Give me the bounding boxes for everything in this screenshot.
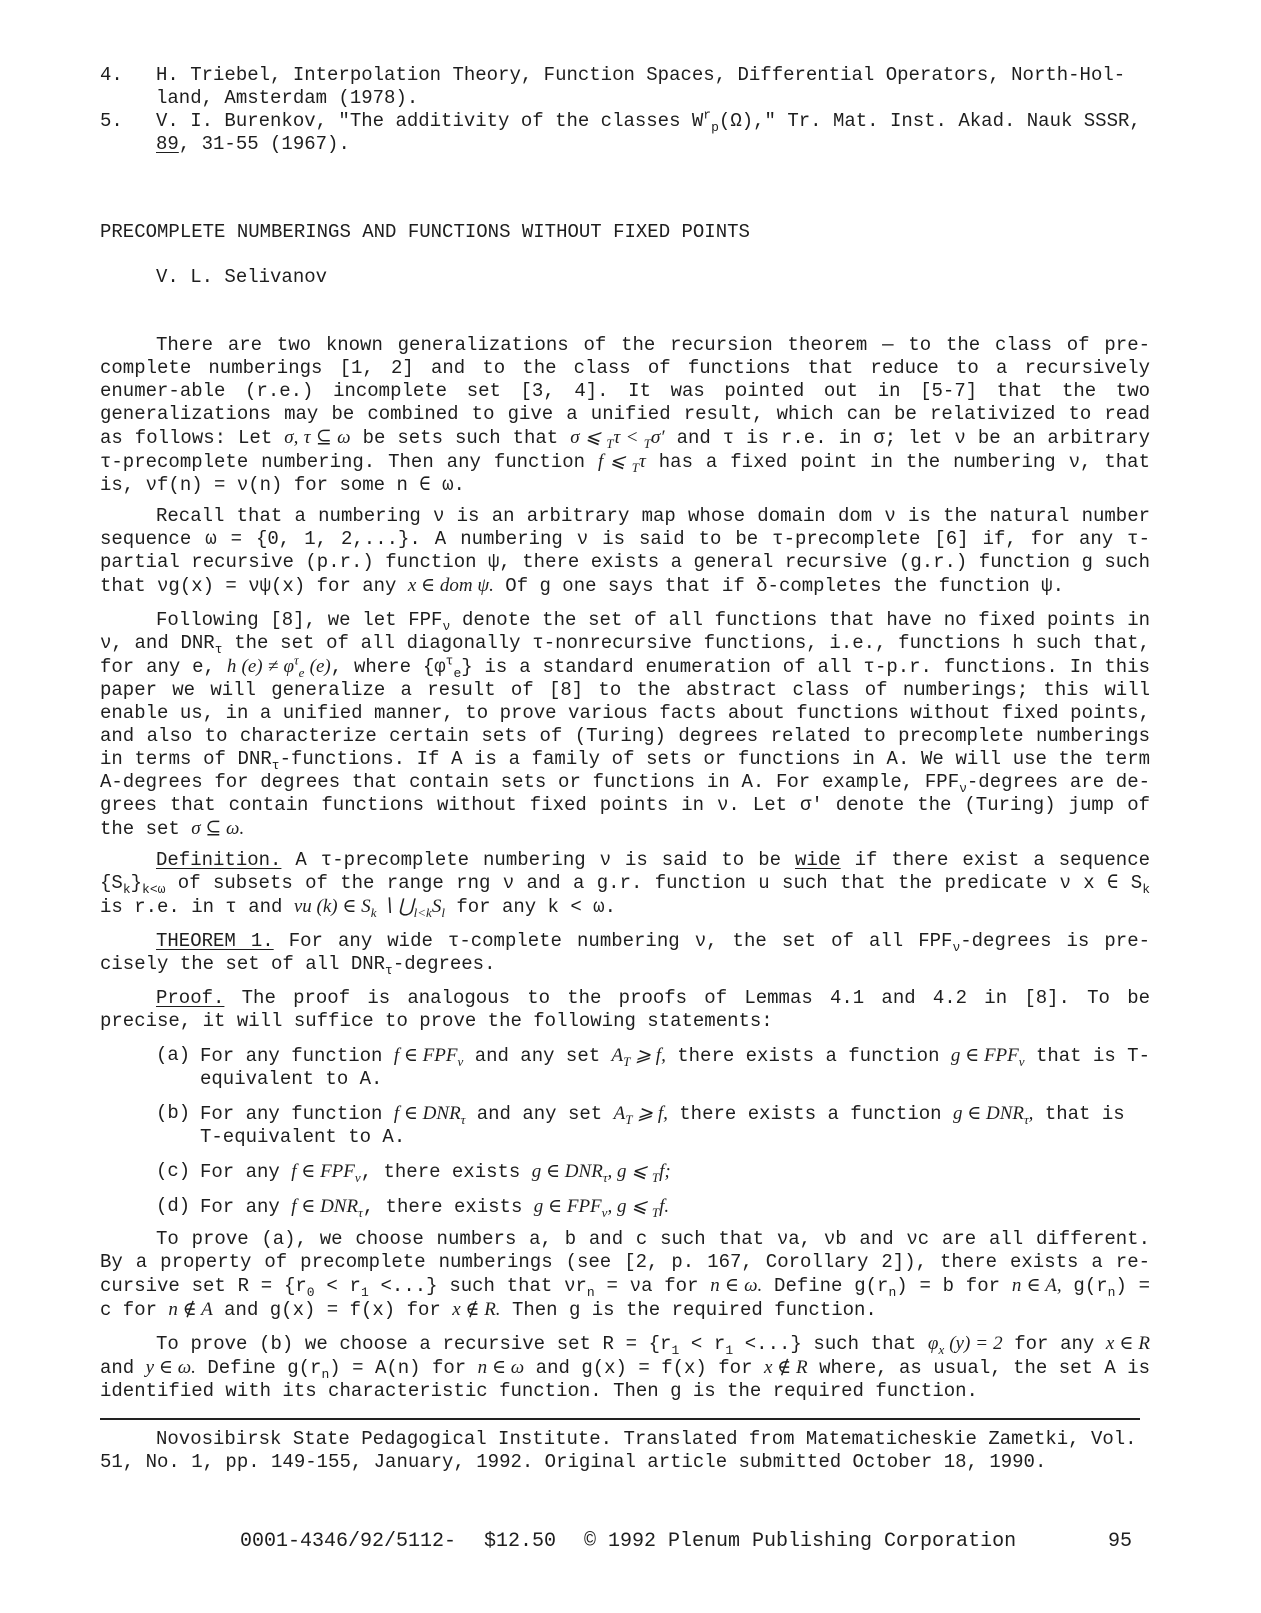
text: where, as usual, the set A is identified with its characteristic function. Then g is the required function.	[100, 1357, 1151, 1402]
statement-label: (a)	[156, 1044, 191, 1066]
text: <...} such that	[733, 1333, 917, 1355]
text: and g(x) = f(x) for	[212, 1299, 441, 1321]
paragraph-fpf	[100, 609, 1150, 841]
paragraph-proof-b	[100, 1332, 1150, 1403]
formula-part: T	[631, 459, 640, 475]
statement-item	[156, 1195, 1150, 1219]
formula	[393, 1103, 466, 1127]
formula-part: (e)	[304, 656, 331, 677]
text: denote the set of all functions that have no fixed points in ν, and DNR	[100, 609, 1150, 654]
text: n	[1107, 1284, 1116, 1300]
text: ν	[442, 618, 451, 634]
text: τ	[214, 641, 223, 657]
formula: x ∈ dom ψ.	[407, 575, 494, 596]
statement-label: (c)	[156, 1160, 191, 1182]
formula	[226, 652, 331, 680]
text: A τ-precomplete numbering ν is said to be	[281, 849, 795, 871]
text: for any	[1002, 1333, 1095, 1355]
formula-part: k	[370, 904, 377, 920]
text: and any set	[474, 1045, 601, 1067]
proof-label: Proof.	[156, 987, 225, 1009]
formula-part: T	[651, 1169, 660, 1185]
formula	[927, 1333, 1003, 1357]
text: the set of all diagonally τ-nonrecursive functions, i.e., functions h such that, for any e,	[100, 632, 1150, 678]
formula-part: φ	[927, 1333, 939, 1354]
text: if there exist a sequence {S	[100, 849, 1150, 894]
text: For any	[200, 1196, 280, 1218]
formula-part: S	[431, 896, 442, 917]
text: To prove (a), we choose numbers a, b and c such that νa, νb and νc are all different. By a property of precomplete numberings (see [2, p. 167, Corollary 2]), there exists a re-cursive set R = {r	[100, 1228, 1150, 1297]
formula-part: , g ⩽	[607, 1196, 652, 1217]
formula-part: g ∈ FPF	[950, 1045, 1019, 1066]
formula-part: τ	[639, 451, 646, 472]
formula-part: τ	[1024, 1111, 1029, 1127]
formula-part: (y) = 2	[944, 1333, 1003, 1354]
formula-part: f ⩽	[598, 451, 632, 472]
formula-part: ν	[601, 1204, 608, 1220]
text: τ	[385, 962, 393, 978]
text: 1	[671, 1342, 680, 1358]
formula-part: h (e) ≠ φ	[226, 656, 294, 677]
text: 1	[360, 1284, 369, 1300]
formula-part: σ ⩽	[570, 427, 607, 448]
theorem	[100, 930, 1150, 976]
reference-volume: 89	[156, 133, 179, 155]
text: has a fixed point in the numbering ν, that is, νf(n) = ν(n) for some n ∈ ω.	[100, 451, 1150, 496]
text: -degrees are de-grees that contain functions without fixed points in ν. Let σ' denote the (Turing) jump of the set	[100, 771, 1150, 840]
formula: x ∉ R.	[452, 1299, 501, 1320]
text: Following [8], we let FPF	[156, 609, 443, 631]
text: is r.e. in τ and	[100, 896, 283, 918]
price: $12.50	[484, 1530, 557, 1553]
formula	[952, 1103, 1034, 1127]
formula-part: ν	[354, 1169, 361, 1185]
text: }	[130, 872, 143, 894]
reference-item	[100, 64, 1150, 110]
statement-label: (d)	[156, 1195, 191, 1217]
formula-part: τ	[358, 1204, 363, 1220]
formula-part: τ <	[613, 427, 644, 448]
text: and	[100, 1357, 135, 1379]
formula-part: T	[643, 435, 652, 451]
statement-item	[156, 1044, 1150, 1091]
text: there exists a function	[677, 1045, 940, 1067]
text: n	[586, 1284, 595, 1300]
affiliation-note: Novosibirsk State Pedagogical Institute. Translated from Matematicheskie Zametki, Vol. 51, No. 1, pp. 149-155, January, 1992. Original article submitted October 18, 1990.	[100, 1428, 1137, 1473]
statement-label: (b)	[156, 1102, 191, 1124]
formula	[291, 1161, 361, 1185]
formula-part: g ∈ DNR	[952, 1103, 1025, 1124]
article-title: PRECOMPLETE NUMBERINGS AND FUNCTIONS WITHOUT FIXED POINTS	[100, 221, 750, 243]
text: For any function	[200, 1103, 383, 1125]
formula: n ∈ ω	[477, 1357, 525, 1378]
text: and τ is r.e. in σ; let ν be an arbitrary τ-precomplete numbering. Then any function	[100, 427, 1151, 473]
article-author: V. L. Selivanov	[156, 266, 328, 288]
reference-number: 4.	[100, 64, 123, 86]
reference-text: land, Amsterdam (1978).	[156, 87, 419, 109]
text: Define g(r	[762, 1275, 889, 1297]
proof	[100, 987, 1150, 1033]
text: k	[1142, 881, 1150, 897]
formula-part: e	[298, 664, 305, 680]
reference-text: (Ω)," Tr. Mat. Inst. Akad. Nauk SSSR,	[718, 110, 1141, 132]
term-wide: wide	[795, 849, 841, 871]
formula: σ ⊆ ω.	[191, 818, 245, 839]
text: = νa for	[594, 1275, 699, 1297]
statement-item	[156, 1102, 1150, 1149]
formula-part: ⩾ f,	[632, 1103, 668, 1124]
formula	[533, 1196, 670, 1220]
reference-text: , 31-55 (1967).	[178, 133, 350, 155]
text: there exists a function	[679, 1103, 942, 1125]
formula-part: ⩾ f,	[630, 1045, 666, 1066]
text: Then g is the required function.	[500, 1299, 877, 1321]
text: τ	[445, 653, 454, 669]
text: g(r	[1061, 1275, 1108, 1297]
formula	[598, 451, 646, 475]
text: n	[321, 1366, 330, 1382]
formula-part: f ∈ FPF	[393, 1045, 458, 1066]
footnote-divider	[100, 1418, 1140, 1420]
reference-text: V. I. Burenkov, "The additivity of the classes W	[156, 110, 704, 132]
formula: n ∈ A,	[1011, 1275, 1062, 1296]
text: } is a standard enumeration of all τ-p.r. functions. In this paper we will generalize a result of [8] to the abstract class of numberings; this will enable us, in a unified manner, to prove various facts about functions without fixed points, and also to characterize certain sets of (Turing) degrees related to precomplete numberings in terms of DNR	[100, 656, 1150, 770]
text: k	[122, 881, 131, 897]
formula: y ∈ ω.	[145, 1357, 196, 1378]
text: k<ω	[142, 881, 166, 897]
text: , where {φ	[330, 656, 446, 678]
page-number: 95	[1108, 1530, 1133, 1553]
formula-part: ∖ ⋃	[376, 896, 414, 917]
reference-text: r	[703, 107, 712, 123]
formula-part: A	[613, 1103, 626, 1124]
paragraph-numbering	[100, 505, 1150, 598]
formula-part: g ∈ FPF	[533, 1196, 602, 1217]
formula-part: g ∈ DNR	[531, 1161, 603, 1182]
formula-part: A	[611, 1045, 624, 1066]
text: ) = b for	[896, 1275, 1001, 1297]
text: ν	[959, 780, 967, 796]
text: and g(x) = f(x) for	[524, 1357, 753, 1379]
text: -degrees.	[392, 953, 496, 975]
formula-part: T	[606, 435, 614, 451]
formula	[613, 1103, 668, 1127]
definition	[100, 849, 1150, 919]
formula: σ, τ ⊆ ω	[284, 427, 351, 448]
formula	[950, 1045, 1025, 1069]
formula-part: f;	[659, 1161, 671, 1182]
formula: n ∉ A	[168, 1299, 213, 1320]
formula-part: ,	[1028, 1103, 1034, 1124]
text: < r	[314, 1275, 361, 1297]
formula	[293, 896, 445, 920]
text: -functions. If A is a family of sets or functions in A. We will use the term A-degrees for degrees that contain sets or functions in A. For example, FPF	[100, 748, 1151, 793]
formula-part: T	[623, 1053, 631, 1069]
text: ) = c for	[100, 1275, 1151, 1321]
text: and any set	[476, 1103, 603, 1125]
text: Recall that a numbering ν is an arbitrary map whose domain dom ν is the natural number sequence ω = {0, 1, 2,...}. A numbering ν is said to be τ-precomplete [6] if, for any τ-partial recursive (p.r.) function ψ, there exists a general recursive (g.r.) function g such that νg(x) = νψ(x) for any	[100, 505, 1150, 597]
text: n	[888, 1284, 897, 1300]
formula-part: T	[651, 1204, 660, 1220]
text: that is T-equivalent to A.	[200, 1045, 1150, 1090]
formula-part: ν	[1018, 1053, 1025, 1069]
formula-part: , g ⩽	[607, 1161, 652, 1182]
formula-part: τ	[293, 652, 299, 668]
formula-part: T	[625, 1111, 633, 1127]
statement-item	[156, 1160, 1150, 1184]
formula-part: τ	[602, 1169, 608, 1185]
formula-part: τ	[460, 1111, 466, 1127]
text: Of g one says that if δ-completes the function ψ.	[505, 575, 1064, 597]
paragraph-intro	[100, 334, 1150, 497]
text: be sets such that	[362, 427, 559, 449]
formula-part: f ∈ FPF	[291, 1161, 355, 1182]
text: For any	[200, 1161, 280, 1183]
issn-code: 0001-4346/92/5112-	[240, 1530, 457, 1553]
text: for any k < ω.	[444, 896, 616, 918]
formula	[531, 1161, 671, 1185]
text: Define g(r	[195, 1357, 322, 1379]
text: -degrees is pre-cisely the set of all DNR	[100, 930, 1150, 975]
formula: x ∉ R	[763, 1357, 808, 1378]
formula-part: l	[441, 904, 445, 920]
formula: n ∈ ω.	[710, 1275, 763, 1296]
formula-part: l<k	[413, 904, 432, 920]
paragraph-proof-a	[100, 1228, 1150, 1322]
theorem-label: THEOREM 1.	[156, 930, 274, 952]
text: of subsets of the range rng ν and a g.r. function u such that the predicate ν x ∈ S	[165, 872, 1143, 894]
reference-item	[100, 107, 1150, 156]
formula	[611, 1045, 666, 1069]
text: , there exists	[362, 1196, 523, 1218]
formula: x ∈ R	[1105, 1333, 1150, 1354]
text: 0	[306, 1284, 315, 1300]
reference-text: H. Triebel, Interpolation Theory, Function Spaces, Differential Operators, North-Hol-	[156, 64, 1126, 86]
text: 1	[725, 1342, 734, 1358]
text: < r	[679, 1333, 726, 1355]
formula-part: ν	[457, 1053, 464, 1069]
text: To prove (b) we choose a recursive set R = {r	[156, 1333, 672, 1355]
text: For any function	[200, 1045, 383, 1067]
text: τ	[271, 757, 280, 773]
formula	[393, 1045, 464, 1069]
copyright: © 1992 Plenum Publishing Corporation	[584, 1530, 1017, 1553]
text: <...} such that νr	[368, 1275, 587, 1297]
formula	[291, 1196, 363, 1220]
formula-part: f.	[659, 1196, 670, 1217]
proof-statements	[156, 1044, 1150, 1219]
text: The proof is analogous to the proofs of Lemmas 4.1 and 4.2 in [8]. To be precise, it will suffice to prove the following statements:	[100, 987, 1150, 1032]
text: that is T-equivalent to A.	[200, 1103, 1125, 1148]
text: , there exists	[360, 1161, 521, 1183]
reference-text: p	[711, 119, 719, 135]
text: There are two known generalizations of the recursion theorem — to the class of pre-complete numberings [1, 2] and to the class of functions that reduce to a recursively enumer-able (r.e.) incomplete set [3, 4]. It was pointed out in [5-7] that the two generalizations may be combined to give a unified result, which can be relativized to read as follows: Let	[100, 334, 1150, 449]
formula-part: νu (k) ∈ S	[293, 896, 371, 917]
definition-label: Definition.	[156, 849, 282, 871]
text: e	[453, 665, 462, 681]
reference-number: 5.	[100, 110, 123, 132]
formula-part: σ′	[651, 427, 665, 448]
text: ) = A(n) for	[329, 1357, 467, 1379]
formula-part: f ∈ DNR	[291, 1196, 359, 1217]
text: For any wide τ-complete numbering ν, the set of all FPF	[273, 930, 953, 952]
formula-part: x	[938, 1341, 945, 1357]
formula	[570, 427, 665, 451]
formula-part: f ∈ DNR	[393, 1103, 461, 1124]
text: ν	[952, 939, 961, 955]
reference-list	[100, 64, 1150, 156]
